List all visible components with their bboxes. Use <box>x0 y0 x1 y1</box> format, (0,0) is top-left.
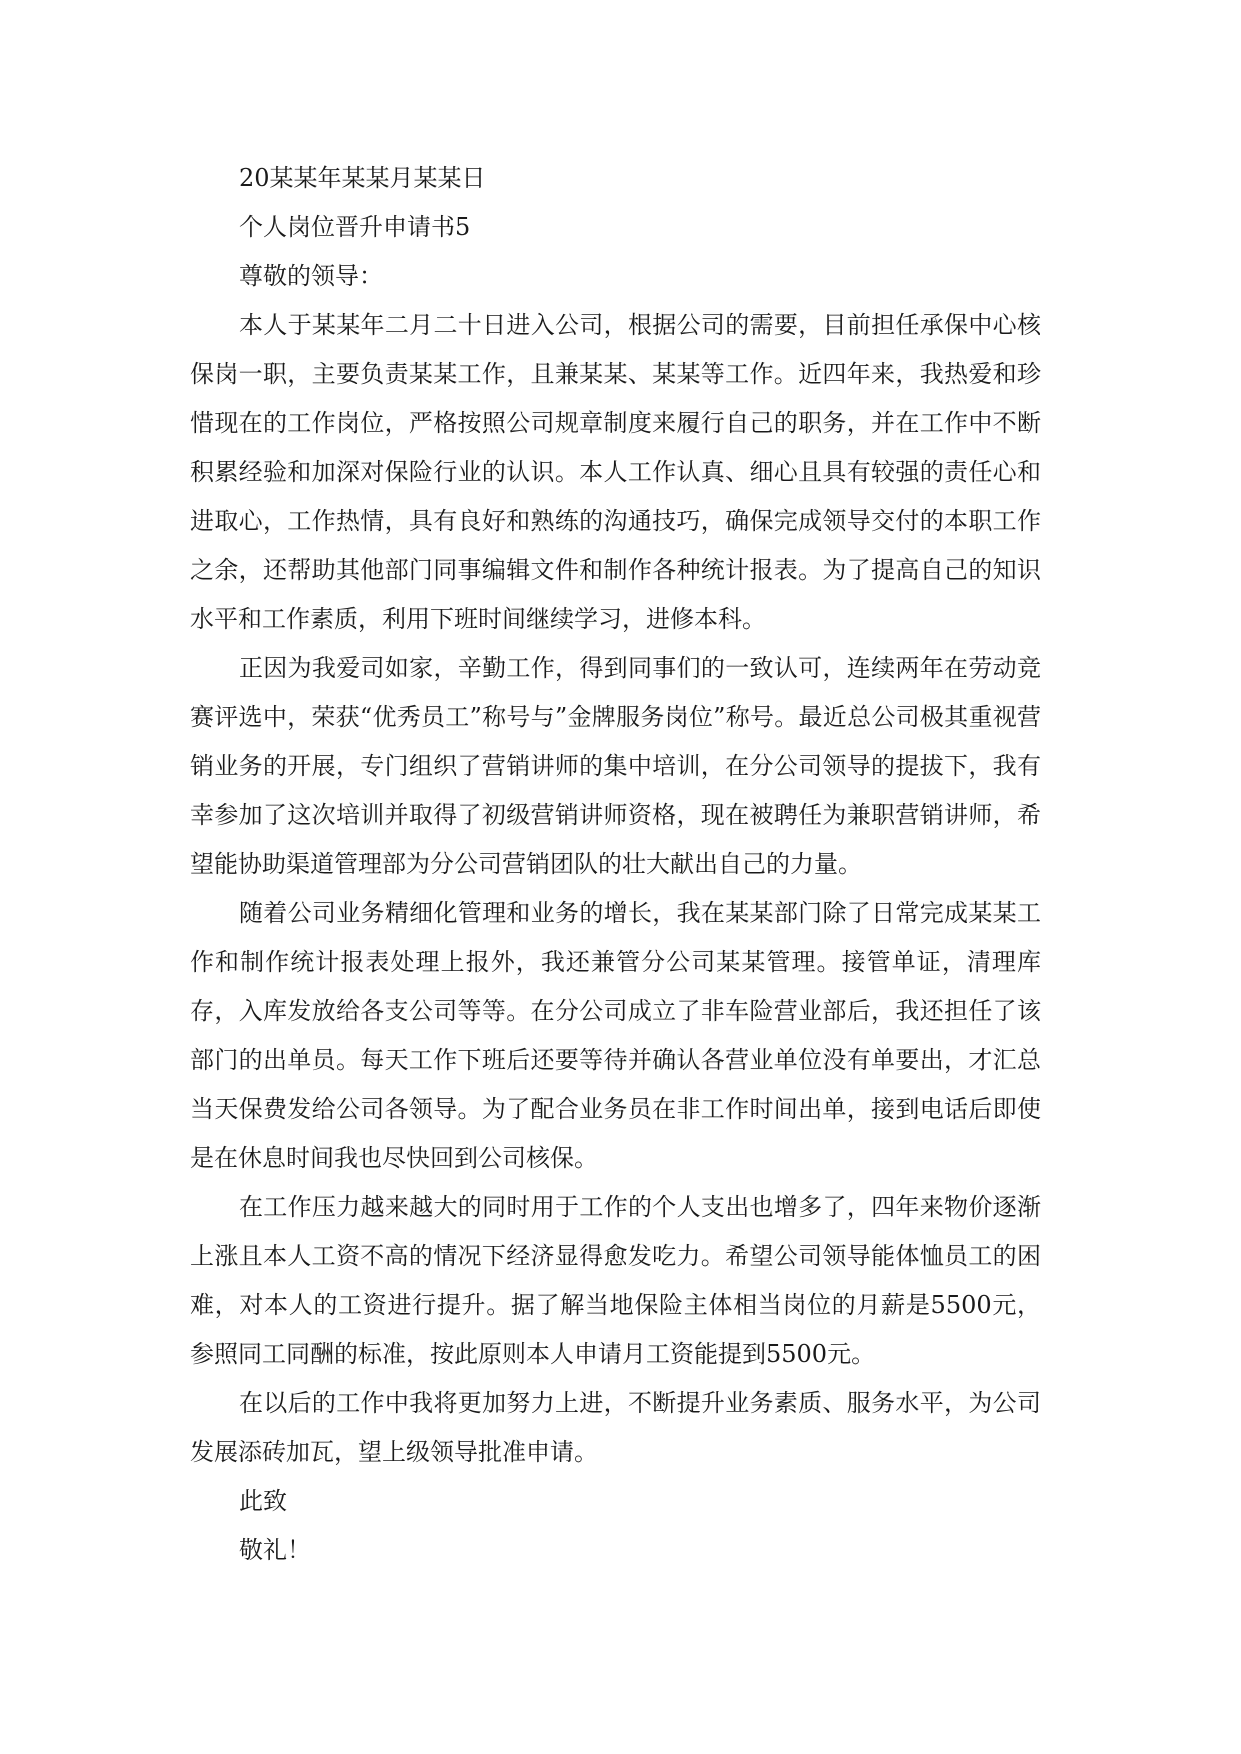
letter-body <box>190 154 1041 1575</box>
letter-title: 个人岗位晋升申请书5 <box>239 213 471 241</box>
closing-greeting: 此致 <box>239 1487 287 1515</box>
paragraph-3: 随着公司业务精细化管理和业务的增长，我在某某部门除了日常完成某某工作和制作统计报表处理上报外，我还兼管分公司某某管理。接管单证，清理库存，入库发放给各支公司等等。在分公司成立了非车险营业部后，我还担任了该部门的出单员。每天工作下班后还要等待并确认各营业单位没有单要出，才汇总当天保费发给公司各领导。为了配合业务员在非工作时间出单，接到电话后即使是在休息时间我也尽快回到公司核保。 <box>190 899 1041 1172</box>
salutation: 尊敬的领导： <box>239 262 383 290</box>
paragraph-1: 本人于某某年二月二十日进入公司，根据公司的需要，目前担任承保中心核保岗一职，主要负责某某工作，且兼某某、某某等工作。近四年来，我热爱和珍惜现在的工作岗位，严格按照公司规章制度来履行自己的职务，并在工作中不断积累经验和加深对保险行业的认识。本人工作认真、细心且具有较强的责任心和进取心，工作热情，具有良好和熟练的沟通技巧，确保完成领导交付的本职工作之余，还帮助其他部门同事编辑文件和制作各种统计报表。为了提高自己的知识水平和工作素质，利用下班时间继续学习，进修本科。 <box>190 311 1041 633</box>
paragraph-4: 在工作压力越来越大的同时用于工作的个人支出也增多了，四年来物价逐渐上涨且本人工资不高的情况下经济显得愈发吃力。希望公司领导能体恤员工的困难，对本人的工资进行提升。据了解当地保险主体相当岗位的月薪是5500元，参照同工同酬的标准，按此原则本人申请月工资能提到5500元。 <box>190 1193 1041 1368</box>
paragraph-2: 正因为我爱司如家，辛勤工作，得到同事们的一致认可，连续两年在劳动竞赛评选中，荣获“优秀员工”称号与”金牌服务岗位”称号。最近总公司极其重视营销业务的开展，专门组织了营销讲师的集中培训，在分公司领导的提拔下，我有幸参加了这次培训并取得了初级营销讲师资格，现在被聘任为兼职营销讲师，希望能协助渠道管理部为分公司营销团队的壮大献出自己的力量。 <box>190 654 1041 878</box>
closing-salute: 敬礼！ <box>239 1536 311 1564</box>
paragraph-5: 在以后的工作中我将更加努力上进，不断提升业务素质、服务水平，为公司发展添砖加瓦，望上级领导批准申请。 <box>190 1389 1041 1466</box>
date-line: 20某某年某某月某某日 <box>239 164 486 192</box>
